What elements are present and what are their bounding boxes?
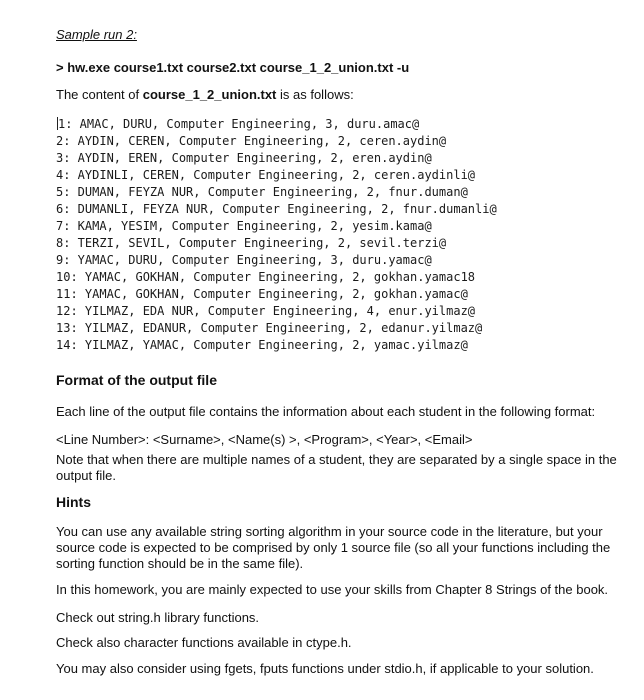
output-line: 6: DUMANLI, FEYZA NUR, Computer Engineering, 2, fnur.dumanli@ bbox=[56, 202, 497, 216]
hint-paragraph: In this homework, you are mainly expected to use your skills from Chapter 8 Strings of the book. bbox=[56, 582, 609, 597]
output-line: 5: DUMAN, FEYZA NUR, Computer Engineering, 2, fnur.duman@ bbox=[56, 185, 468, 199]
output-line: 9: YAMAC, DURU, Computer Engineering, 3, duru.yamac@ bbox=[56, 253, 432, 267]
hint-paragraph: Check also character functions available in ctype.h. bbox=[56, 635, 352, 650]
content-intro-suffix: is as follows: bbox=[276, 87, 354, 102]
format-heading: Format of the output file bbox=[56, 372, 217, 388]
content-intro-filename: course_1_2_union.txt bbox=[142, 87, 277, 102]
hint-paragraph: You can use any available string sorting algorithm in your source code in the literature, but your source code is expected to be comprised by only 1 source file (so all your functions including the sorting function should be in the same file). bbox=[56, 524, 611, 571]
content-intro-prefix: The content of bbox=[56, 87, 143, 102]
format-paragraph: Each line of the output file contains the information about each student in the following format: bbox=[56, 404, 596, 419]
output-line-text: 1: AMAC, DURU, Computer Engineering, 3, duru.amac@ bbox=[58, 117, 420, 131]
hint-paragraph: You may also consider using fgets, fputs functions under stdio.h, if applicable to your solution. bbox=[56, 661, 594, 676]
output-line: 14: YILMAZ, YAMAC, Computer Engineering, 2, yamac.yilmaz@ bbox=[56, 338, 468, 352]
command-line: > hw.exe course1.txt course2.txt course_1_2_union.txt -u bbox=[56, 60, 410, 75]
output-line: 4: AYDINLI, CEREN, Computer Engineering, 2, ceren.aydinli@ bbox=[56, 168, 476, 182]
hints-heading: Hints bbox=[56, 494, 91, 510]
output-line: 11: YAMAC, GOKHAN, Computer Engineering, 2, gokhan.yamac@ bbox=[56, 287, 468, 301]
output-line: 8: TERZI, SEVIL, Computer Engineering, 2, sevil.terzi@ bbox=[56, 236, 447, 250]
output-line: 2: AYDIN, CEREN, Computer Engineering, 2, ceren.aydin@ bbox=[56, 134, 447, 148]
output-listing bbox=[56, 116, 641, 354]
output-line: 12: YILMAZ, EDA NUR, Computer Engineering, 4, enur.yilmaz@ bbox=[56, 304, 476, 318]
format-note: Note that when there are multiple names of a student, they are separated by a single space in the output file. bbox=[56, 452, 617, 483]
content-intro bbox=[56, 87, 626, 103]
format-spec: <Line Number>: <Surname>, <Name(s) >, <Program>, <Year>, <Email> bbox=[56, 432, 473, 447]
output-line: 3: AYDIN, EREN, Computer Engineering, 2, eren.aydin@ bbox=[56, 151, 432, 165]
output-line: 10: YAMAC, GOKHAN, Computer Engineering, 2, gokhan.yamac18 bbox=[56, 270, 476, 284]
output-line: 13: YILMAZ, EDANUR, Computer Engineering, 2, edanur.yilmaz@ bbox=[56, 321, 483, 335]
sample-run-title: Sample run 2: bbox=[56, 27, 137, 42]
output-line: 7: KAMA, YESIM, Computer Engineering, 2, yesim.kama@ bbox=[56, 219, 432, 233]
hint-paragraph: Check out string.h library functions. bbox=[56, 610, 260, 625]
output-line bbox=[56, 116, 641, 133]
